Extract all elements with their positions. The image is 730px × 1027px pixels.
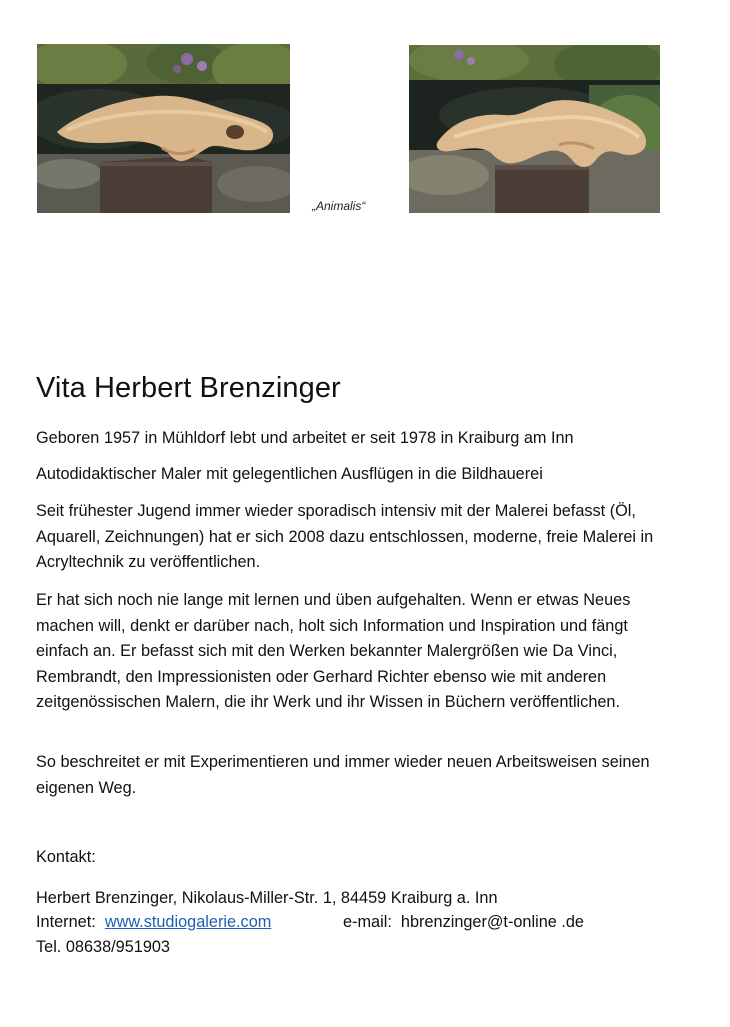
sculpture-photo-right bbox=[409, 45, 660, 213]
contact-heading: Kontakt: bbox=[36, 848, 96, 866]
vita-paragraph-birth: Geboren 1957 in Mühldorf lebt und arbeitet er seit 1978 in Kraiburg am Inn bbox=[36, 429, 574, 447]
email-address: hbrenzinger@t-online .de bbox=[400, 913, 584, 931]
page-title: Vita Herbert Brenzinger bbox=[36, 372, 341, 404]
sculpture-photo-left bbox=[37, 44, 290, 213]
internet-label: Internet: bbox=[36, 913, 96, 931]
contact-email-row bbox=[343, 910, 584, 934]
contact-internet-row bbox=[36, 910, 271, 934]
vita-paragraph-profession: Autodidaktischer Maler mit gelegentlichen Ausflügen in die Bildhauerei bbox=[36, 465, 543, 483]
contact-phone: Tel. 08638/951903 bbox=[36, 938, 170, 956]
vita-paragraph-youth: Seit frühester Jugend immer wieder sporadisch intensiv mit der Malerei befasst (Öl, Aquarell, Zeichnungen) hat er sich 2008 dazu entschlossen, moderne, freie Malerei in Acryltechnik zu veröffentlichen. bbox=[36, 502, 654, 571]
vita-paragraph-approach: Er hat sich noch nie lange mit lernen und üben aufgehalten. Wenn er etwas Neues machen will, denkt er darüber nach, holt sich Information und Inspiration und fängt einfach an. Er befasst sich mit den Werken bekannter Malergrößen wie Da Vinci, Rembrandt, den Impressionisten oder Gerhard Richter ebenso wie mit anderen zeitgenössischen Malern, die ihr Werk und ihr Wissen in Büchern veröffentlichen. bbox=[36, 591, 631, 711]
contact-address: Herbert Brenzinger, Nikolaus-Miller-Str. 1, 84459 Kraiburg a. Inn bbox=[36, 889, 498, 907]
website-link[interactable]: www.studiogalerie.com bbox=[104, 913, 272, 931]
email-label: e-mail: bbox=[343, 913, 392, 931]
sculpture-caption: „Animalis“ bbox=[312, 199, 366, 213]
vita-paragraph-closing: So beschreitet er mit Experimentieren und immer wieder neuen Arbeitsweisen seinen eigenen Weg. bbox=[36, 753, 650, 797]
